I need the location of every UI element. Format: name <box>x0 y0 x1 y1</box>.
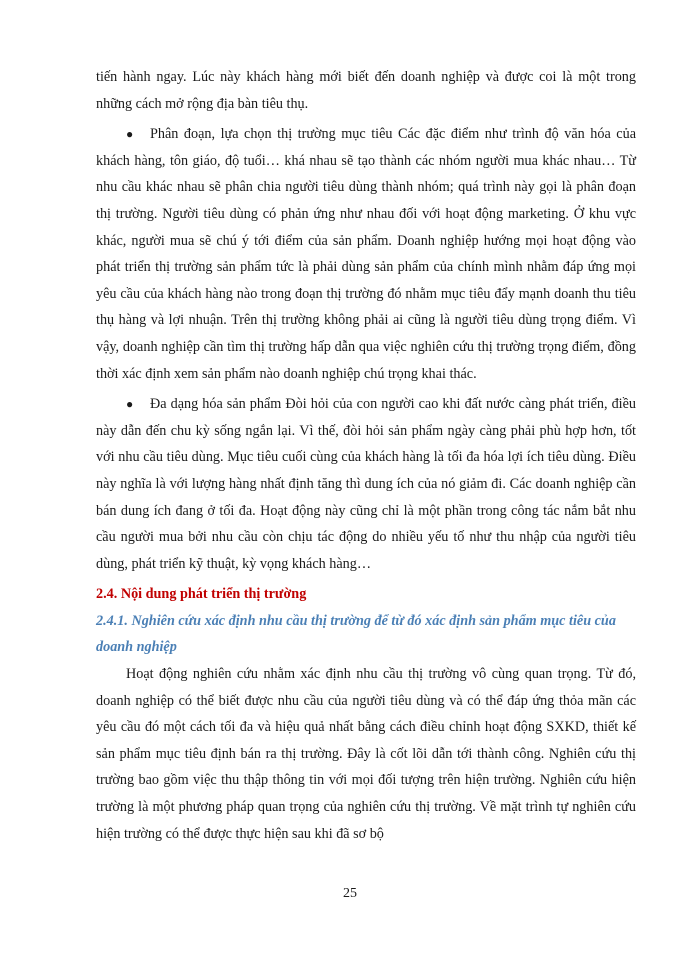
section-heading: 2.4. Nội dung phát triển thị trường <box>96 586 307 603</box>
bullet-text: Đa dạng hóa sản phẩm Đòi hỏi của con người cao khi đất nước càng phát triển, điều này dẫn đến chu kỳ sống ngắn lại. Vì thế, đòi hỏi sản phẩm ngày càng phải phù hợp hơn, tốt với nhu cầu tiêu dùng. Mục tiêu cuối cùng của khách hàng là tối đa hóa lợi ích tiêu dùng. Điều này nghĩa là với lượng hàng nhất định tăng thì dung ích của nó giảm đi. Các doanh nghiệp cần bán dung ích đang ở tối đa. Hoạt động này cũng chỉ là một phần trong công tác nắm bắt nhu cầu người mua bởi nhu cầu còn chịu tác động do nhiều yếu tố như thu nhập của người tiêu dùng, phát triển kỹ thuật, kỳ vọng khách hàng… <box>96 396 636 572</box>
bullet-paragraph-product-diversification <box>96 391 636 577</box>
document-page <box>96 64 636 847</box>
subsection-heading: 2.4.1. Nghiên cứu xác định nhu cầu thị trường để từ đó xác định sản phẩm mục tiêu của doanh nghiệp <box>96 612 616 656</box>
bullet-text: Phân đoạn, lựa chọn thị trường mục tiêu Các đặc điểm như trình độ văn hóa của khách hàng, tôn giáo, độ tuổi… khá nhau sẽ tạo thành các nhóm người mua khác nhau… Từ nhu cầu khác nhau sẽ phân chia người tiêu dùng thành nhóm; quá trình này gọi là phân đoạn thị trường. Người tiêu dùng có phản ứng như nhau đối với hoạt động marketing. Ở khu vực khác, người mua sẽ chú ý tới điểm của sản phẩm. Doanh nghiệp hướng mọi hoạt động vào phát triển thị trường sản phẩm tức là phải dùng sản phẩm của chính mình nhằm đáp ứng mọi yêu cầu của khách hàng nào trong đoạn thị trường đó nhằm mục tiêu đẩy mạnh doanh thu tiêu thụ hàng và lợi nhuận. Trên thị trường không phải ai cũng là người tiêu dùng trọng điểm. Vì vậy, doanh nghiệp cần tìm thị trường hấp dẫn qua việc nghiên cứu thị trường trọng điểm, đồng thời xác định xem sản phẩm nào doanh nghiệp chú trọng khai thác. <box>96 126 636 382</box>
bullet-icon: ● <box>126 127 134 142</box>
page-number: 25 <box>343 886 357 901</box>
bullet-paragraph-market-segmentation <box>96 121 636 387</box>
bullet-icon: ● <box>126 397 134 412</box>
paragraph-market-research: Hoạt động nghiên cứu nhằm xác định nhu cầu thị trường vô cùng quan trọng. Từ đó, doanh nghiệp có thể biết được nhu cầu của người tiêu dùng và có thể đáp ứng thỏa mãn các yêu cầu đó một cách tối đa và hiệu quả nhất bằng cách điều chỉnh hoạt động SXKD, thiết kế sản phẩm mục tiêu định bán ra thị trường. Đây là cốt lõi dẫn tới thành công. Nghiên cứu thị trường bao gồm việc thu thập thông tin với mọi đối tượng trên hiện trường. Nghiên cứu hiện trường là một phương pháp quan trọng của nghiên cứu thị trường. Về mặt trình tự nghiên cứu hiện trường có thể được thực hiện sau khi đã sơ bộ <box>96 666 636 842</box>
paragraph-continuation: tiến hành ngay. Lúc này khách hàng mới biết đến doanh nghiệp và được coi là một trong những cách mở rộng địa bàn tiêu thụ. <box>96 69 636 112</box>
